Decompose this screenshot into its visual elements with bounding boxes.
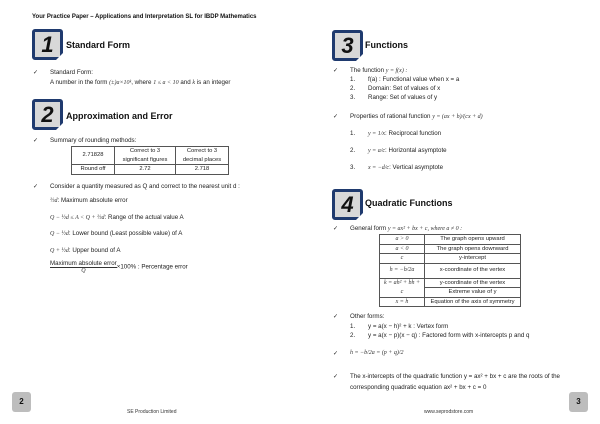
fraction-denominator: Q [81, 268, 86, 274]
table-cell: y-coordinate of the vertex [425, 278, 521, 288]
checkmark-icon: ✓ [33, 184, 39, 190]
rounding-summary-label: Summary of rounding methods: [50, 137, 137, 144]
consider-quantity-text: Consider a quantity measured as Q and correct to the nearest unit d : [50, 183, 240, 190]
footer-website: www.seprodstore.com [424, 409, 474, 415]
list-item [350, 323, 449, 330]
error-line-4 [50, 247, 121, 254]
checkmark-icon: ✓ [33, 138, 39, 144]
error-line-1 [50, 197, 128, 204]
table-cell: y-intercept [425, 254, 521, 264]
list-number: 1. [350, 323, 356, 330]
page-number-left: 2 [12, 392, 31, 412]
list-number: 1. [350, 130, 356, 137]
text: General form [350, 225, 387, 232]
table-cell: Correct to 3 decimal places [176, 147, 229, 165]
table-cell: Correct to 3 significant figures [115, 147, 176, 165]
text: ×100% : Percentage error [116, 263, 188, 271]
text: , where [131, 79, 152, 86]
text: y = a(x − p)(x − q) : Factored form with x-intercepts p and q [368, 332, 530, 339]
table-cell: x = h [380, 297, 425, 307]
checkmark-icon: ✓ [333, 68, 339, 74]
list-number: 3. [350, 94, 356, 101]
list-number: 1. [350, 76, 356, 83]
page-number-right: 3 [569, 392, 588, 412]
text: and [180, 79, 191, 86]
other-forms-label: Other forms: [350, 313, 385, 320]
table-cell: h = −b/2a [380, 263, 425, 278]
standard-form-label: Standard Form: [50, 69, 93, 76]
standard-form-definition [50, 79, 231, 86]
checkmark-icon: ✓ [333, 314, 339, 320]
list-item [350, 164, 444, 171]
text: : Reciprocal function [385, 130, 442, 137]
checkmark-icon: ✓ [333, 374, 339, 380]
table-cell: Equation of the axis of symmetry [425, 297, 521, 307]
table-cell: a < 0 [380, 244, 425, 254]
math-expr: y = f(x) : [385, 68, 408, 74]
rounding-table [71, 146, 229, 175]
math-expr: ½d [50, 198, 58, 204]
quadratic-properties-table [379, 234, 521, 307]
table-cell: k = ah² + bh + c [380, 278, 425, 297]
math-expr: k [192, 80, 196, 86]
table-cell: 2.71828 [72, 147, 115, 165]
section-4-number-badge: 4 [332, 189, 363, 220]
math-expr: y = 1/x [368, 131, 386, 137]
percentage-error-line [50, 260, 188, 274]
text: is an integer [196, 79, 231, 86]
table-cell: 2.718 [176, 165, 229, 175]
math-expr: x = −d/c [368, 165, 390, 171]
text: : Upper bound of A [68, 247, 121, 254]
function-label [350, 67, 407, 74]
text: Properties of rational function [350, 113, 431, 120]
rational-function-label [350, 113, 483, 120]
list-number: 2. [350, 85, 356, 92]
checkmark-icon: ✓ [33, 70, 39, 76]
section-4-title: Quadratic Functions [365, 198, 453, 208]
math-expr: Q − ½d [50, 231, 69, 237]
list-number: 3. [350, 164, 356, 171]
math-expr: y = a/c [368, 148, 386, 154]
error-line-3 [50, 230, 182, 237]
math-expr: y = ax² + bx + c, where a ≠ 0 : [387, 226, 463, 232]
checkmark-icon: ✓ [333, 226, 339, 232]
section-2-title: Approximation and Error [66, 111, 173, 121]
table-cell: c [380, 254, 425, 264]
checkmark-icon: ✓ [333, 351, 339, 357]
document-header: Your Practice Paper – Applications and Interpretation SL for IBDP Mathematics [32, 14, 257, 20]
text: f(a) : Functional value when x = a [368, 76, 460, 83]
fraction-numerator: Maximum absolute error [50, 260, 117, 267]
text: : Vertical asymptote [389, 164, 444, 171]
roots-text-line-1: The x-intercepts of the quadratic function y = ax² + bx + c are the roots of the [350, 373, 560, 380]
text: y = a(x − h)² + k : Vertex form [368, 323, 449, 330]
section-1-number-badge: 1 [32, 29, 63, 60]
checkmark-icon: ✓ [333, 114, 339, 120]
text: : Range of the actual value A [104, 214, 184, 221]
list-number: 2. [350, 332, 356, 339]
math-expr: y = (ax + b)/(cx + d) [432, 114, 483, 120]
math-expr: 1 ≤ a < 10 [153, 80, 179, 86]
table-cell: The graph opens downward [425, 244, 521, 254]
section-3-number-badge: 3 [332, 30, 363, 61]
list-item [350, 85, 441, 92]
list-item [350, 147, 447, 154]
vertex-h-formula: h = −b/2a = (p + q)/2 [350, 350, 404, 356]
table-cell: x-coordinate of the vertex [425, 263, 521, 278]
list-item [350, 94, 438, 101]
list-item [350, 332, 530, 339]
table-cell: a > 0 [380, 235, 425, 245]
text: Domain: Set of values of x [368, 85, 441, 92]
roots-text-line-2: corresponding quadratic equation ax² + bx + c = 0 [350, 384, 487, 391]
text: : Horizontal asymptote [385, 147, 447, 154]
text: : Maximum absolute error [57, 197, 128, 204]
list-number: 2. [350, 147, 356, 154]
math-expr: (±)a×10ᵏ [109, 80, 132, 86]
section-3-title: Functions [365, 40, 408, 50]
text: Range: Set of values of y [368, 94, 438, 101]
table-cell: The graph opens upward [425, 235, 521, 245]
general-form-label [350, 225, 462, 232]
text: The function [350, 67, 385, 74]
math-expr: Q + ½d [50, 248, 69, 254]
footer-publisher: SE Production Limited [127, 409, 177, 415]
error-line-2 [50, 214, 184, 221]
table-cell: Round off [72, 165, 115, 175]
list-item [350, 76, 460, 83]
table-cell: 2.72 [115, 165, 176, 175]
text: : Lower bound (Least possible value) of A [68, 230, 183, 237]
text: A number in the form [50, 79, 108, 86]
section-1-title: Standard Form [66, 40, 131, 50]
math-expr: Q − ½d ≤ A < Q + ½d [50, 215, 105, 221]
section-2-number-badge: 2 [32, 99, 63, 130]
list-item [350, 130, 442, 137]
table-cell: Extreme value of y [425, 288, 521, 298]
